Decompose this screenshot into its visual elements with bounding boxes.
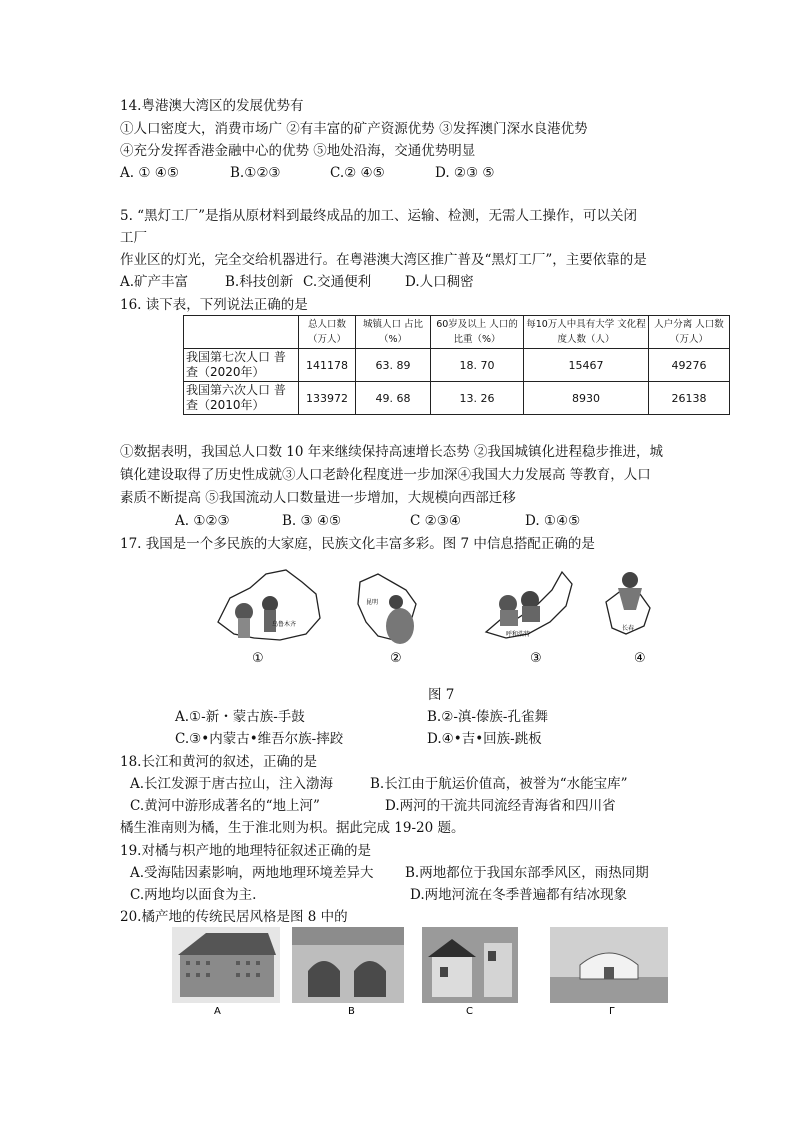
q16-option-b: B. ③ ④⑤ — [282, 513, 342, 529]
map-label-4: 长春 — [622, 625, 635, 632]
q16-body-line2: 镇化建设取得了历史性成就③人口老龄化程度进一步加深④我国大力发展高 等教育，人口 — [120, 467, 651, 483]
q16-body-line1: ①数据表明，我国总人口数 10 年来继续保持高速增长态势 ②我国城镇化进程稳步推进，城 — [120, 444, 664, 460]
q14-option-b: B.①②③ — [230, 165, 281, 181]
figure-8-photos — [172, 927, 702, 1017]
q15-option-c: C.交通便利 — [303, 274, 372, 290]
q14-option-d: D. ②③ ⑤ — [435, 165, 495, 181]
photo-d-yurt — [550, 927, 668, 1017]
table-row-label: 我国第七次人口 普查（2020年） — [184, 349, 299, 382]
table-header: 人户分离 人口数（万人） — [649, 316, 730, 349]
map-xinjiang — [218, 570, 320, 666]
photo-label-b: B — [348, 1006, 355, 1017]
table-cell: 141178 — [299, 349, 356, 382]
table-header: 每10万人中具有大学 文化程度人数（人） — [524, 316, 649, 349]
q16-body-line3: 素质不断提高 ⑤我国流动人口数量进一步增加，大规模向西部迁移 — [120, 490, 516, 506]
q19-option-c: C.两地均以面食为主. — [130, 887, 257, 903]
table-header: 城镇人口 占比（%） — [356, 316, 431, 349]
photo-c-jiangnan-house — [422, 927, 518, 1017]
table-cell: 15467 — [524, 349, 649, 382]
passage-19-20: 橘生淮南则为橘，生于淮北则为枳。据此完成 19-20 题。 — [120, 820, 465, 836]
q15-option-a: A.矿产丰富 — [120, 274, 189, 290]
q19-option-d: D.两地河流在冬季普遍都有结冰现象 — [410, 887, 628, 903]
photo-label-c: C — [466, 1006, 473, 1017]
table-header: 总人口数（万人） — [299, 316, 356, 349]
figure-7-maps — [210, 560, 680, 672]
q16-option-c: C ②③④ — [410, 513, 461, 529]
q19-option-a: A.受海陆因素影响，两地地理环境差异大 — [130, 865, 374, 881]
table-cell: 8930 — [524, 382, 649, 415]
photo-b-cave-dwelling — [292, 927, 404, 1017]
q17-option-a: A.①-新・蒙古族-手鼓 — [175, 709, 305, 725]
q18-option-d: D.两河的干流共同流经青海省和四川省 — [385, 798, 616, 814]
q16-option-a: A. ①②③ — [175, 513, 230, 529]
table-cell: 18. 70 — [431, 349, 524, 382]
table-row — [184, 349, 730, 382]
table-cell: 26138 — [649, 382, 730, 415]
photo-label-a: A — [214, 1006, 221, 1017]
table-row — [184, 382, 730, 415]
map-number-2: ② — [390, 651, 402, 666]
table-cell: 13. 26 — [431, 382, 524, 415]
q17-option-c: C.③•内蒙古•维吾尔族-摔跤 — [175, 731, 344, 747]
table-row-label: 我国第六次人口 普查（2010年） — [184, 382, 299, 415]
table-cell: 49. 68 — [356, 382, 431, 415]
q14-option-a: A. ① ④⑤ — [120, 165, 179, 181]
q18-option-b: B.长江由于航运价值高，被誉为“水能宝库” — [370, 776, 628, 792]
q14-line1: ①人口密度大，消费市场广 ②有丰富的矿产资源优势 ③发挥澳门深水良港优势 — [120, 121, 588, 137]
table-cell: 49276 — [649, 349, 730, 382]
map-number-3: ③ — [530, 651, 542, 666]
photo-label-d: Γ — [609, 1006, 615, 1017]
map-label-3: 呼和浩特 — [506, 631, 531, 638]
table-cell: 63. 89 — [356, 349, 431, 382]
q15-line3: 作业区的灯光，完全交给机器进行。在粤港澳大湾区推广普及“黑灯工厂”，主要依靠的是 — [120, 252, 647, 268]
photo-a-brick-house — [172, 927, 280, 1017]
q17-option-d: D.④•吉•回族-跳板 — [427, 731, 542, 747]
q15-option-d: D.人口稠密 — [405, 274, 474, 290]
q16-stem: 16. 读下表，下列说法正确的是 — [120, 297, 308, 313]
q18-stem: 18.长江和黄河的叙述，正确的是 — [120, 754, 317, 770]
q16-option-d: D. ①④⑤ — [525, 513, 581, 529]
q20-stem: 20.橘产地的传统民居风格是图 8 中的 — [120, 909, 348, 925]
table-cell: 133972 — [299, 382, 356, 415]
map-label-2: 昆明 — [366, 599, 379, 606]
table-corner-cell — [184, 316, 299, 349]
q14-option-c: C.② ④⑤ — [330, 165, 385, 181]
q15-line2: 工厂 — [120, 230, 147, 246]
map-jilin — [606, 572, 650, 666]
q19-stem: 19.对橘与枳产地的地理特征叙述正确的是 — [120, 843, 371, 859]
q18-option-a: A.长江发源于唐古拉山，注入渤海 — [130, 776, 334, 792]
map-yunnan — [358, 574, 416, 666]
map-number-4: ④ — [634, 651, 646, 666]
map-label-1: 乌鲁木齐 — [272, 621, 297, 628]
q14-stem: 14.粤港澳大湾区的发展优势有 — [120, 98, 304, 114]
census-table — [183, 315, 730, 415]
figure-7-caption: 图 7 — [428, 687, 455, 703]
q15-line1: 5. “黑灯工厂”是指从原材料到最终成品的加工、运输、检测，无需人工操作，可以关闭 — [120, 208, 637, 224]
table-header: 60岁及以上 人口的比重（%） — [431, 316, 524, 349]
q15-option-b: B.科技创新 — [225, 274, 294, 290]
q17-stem: 17. 我国是一个多民族的大家庭，民族文化丰富多彩。图 7 中信息搭配正确的是 — [120, 536, 595, 552]
q17-option-b: B.②-滇-傣族-孔雀舞 — [427, 709, 548, 725]
q14-line2: ④充分发挥香港金融中心的优势 ⑤地处沿海，交通优势明显 — [120, 143, 476, 159]
q19-option-b: B.两地都位于我国东部季风区，雨热同期 — [405, 865, 649, 881]
map-number-1: ① — [252, 651, 264, 666]
map-inner-mongolia — [486, 572, 572, 666]
q18-option-c: C.黄河中游形成著名的“地上河” — [130, 798, 320, 814]
table-header-row — [184, 316, 730, 349]
